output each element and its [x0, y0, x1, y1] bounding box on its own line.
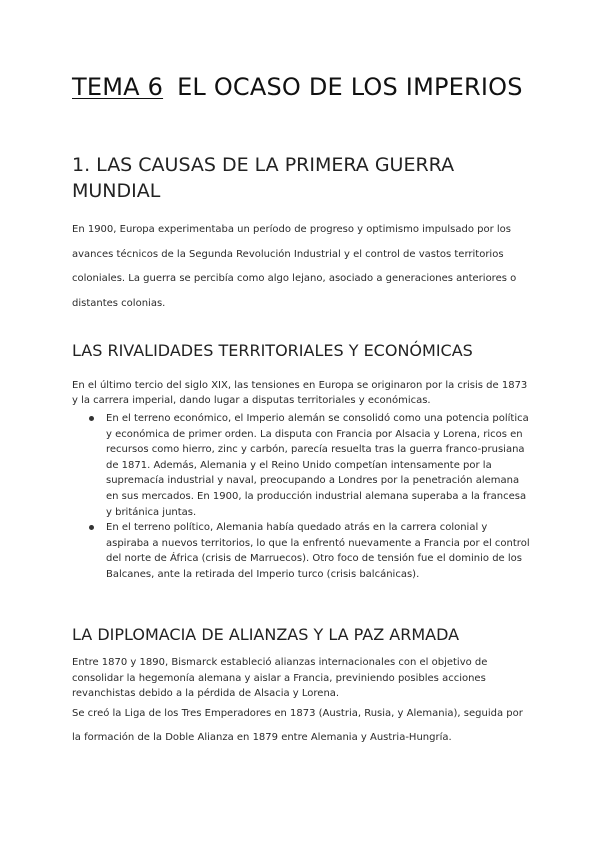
paragraph-intro: En 1900, Europa experimentaba un período de progreso y optimismo impulsado por los avances técnicos de la Segunda Revolución Industrial y el control de vastos territorios coloniales. La guerra se percibía como algo lejano, asociado a generaciones anteriores o distantes colonias. [72, 224, 517, 309]
section-heading-causes: 1. LAS CAUSAS DE LA PRIMERA GUERRA MUNDIAL [72, 154, 455, 202]
title-text: EL OCASO DE LOS IMPERIOS [177, 73, 523, 101]
list-item-text: En el terreno económico, el Imperio alemán se consolidó como una potencia política y económica de primer orden. La disputa con Francia por Alsacia y Lorena, ricos en recursos como hierro, zinc y carbón, parecía resuelta tras la guerra franco-prusiana de 1871. Además, Alemania y el Reino Unido competían intensamente por la supremacía industrial y naval, preocupando a Londres por la penetración alemana en sus mercados. En 1900, la producción industrial alemana superaba a la francesa y británica juntas. [106, 413, 529, 518]
list-item [72, 411, 532, 520]
paragraph-rivalries-intro: En el último tercio del siglo XIX, las tensiones en Europa se originaron por la crisis de 1873 y la carrera imperial, dando lugar a disputas territoriales y económicas. [72, 380, 528, 406]
rivalries-list [72, 411, 532, 583]
list-item [72, 520, 532, 582]
bullet-icon [89, 525, 94, 530]
bullet-icon [89, 416, 94, 421]
page-title [72, 72, 523, 102]
paragraph-alliances-2: Se creó la Liga de los Tres Emperadores en 1873 (Austria, Rusia, y Alemania), seguida por la formación de la Doble Alianza en 1879 entre Alemania y Austria-Hungría. [72, 708, 523, 743]
paragraph-alliances-1: Entre 1870 y 1890, Bismarck estableció alianzas internacionales con el objetivo de consolidar la hegemonía alemana y aislar a Francia, previniendo posibles acciones revanchistas debido a la pérdida de Alsacia y Lorena. [72, 657, 488, 699]
section-heading-rivalries: LAS RIVALIDADES TERRITORIALES Y ECONÓMICAS [72, 341, 473, 360]
title-number: TEMA 6 [72, 73, 164, 101]
list-item-text: En el terreno político, Alemania había quedado atrás en la carrera colonial y aspiraba a nuevos territorios, lo que la enfrentó nuevamente a Francia por el control del norte de África (crisis de Marruecos). Otro foco de tensión fue el dominio de los Balcanes, ante la retirada del Imperio turco (crisis balcánicas). [106, 522, 530, 580]
section-heading-alliances: LA DIPLOMACIA DE ALIANZAS Y LA PAZ ARMADA [72, 625, 460, 644]
